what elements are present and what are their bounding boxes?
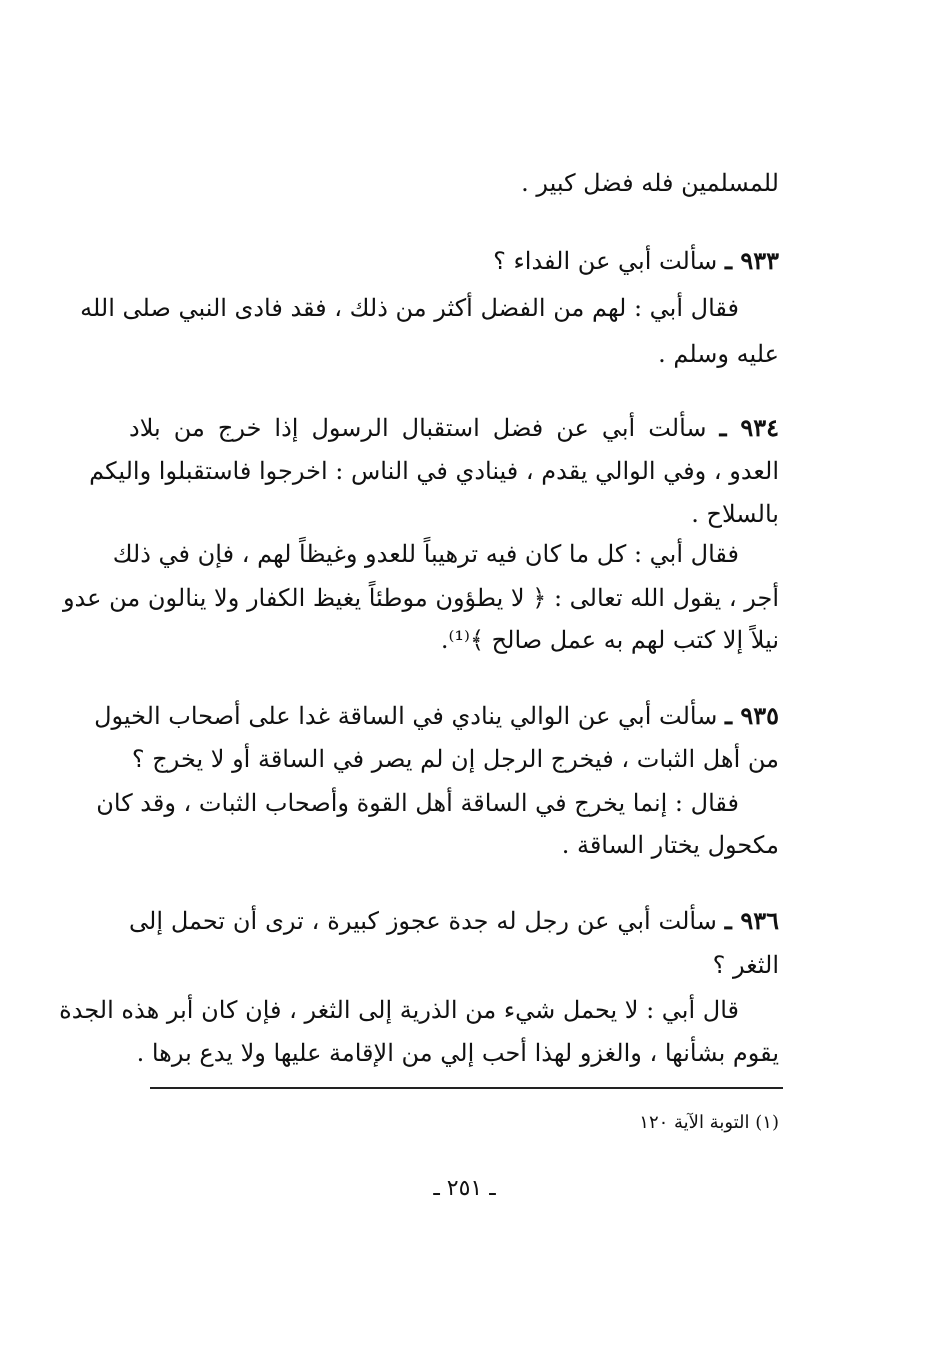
question-line: العدو ، وفي الوالي يقدم ، فينادي في الناس : اخرجوا فاستقبلوا واليكم: [89, 457, 779, 485]
answer-line: نيلاً إلا كتب لهم به عمل صالح ﴾⁽¹⁾.: [440, 626, 779, 654]
answer-line: أجر ، يقول الله تعالى : ﴿ لا يطؤون موطئاً يغيظ الكفار ولا ينالون من عدو: [62, 584, 779, 612]
item-number: ٩٣٥ ـ: [724, 701, 779, 730]
footnote: (١) التوبة الآية ١٢٠: [639, 1112, 779, 1133]
text-line: للمسلمين فله فضل كبير .: [521, 169, 779, 197]
question-text: سألت أبي عن الفداء ؟: [493, 247, 718, 275]
question-line: الثغر ؟: [712, 951, 779, 979]
question-text: سألت أبي عن فضل استقبال الرسول إذا خرج من بلاد: [129, 414, 707, 442]
page-number: ـ ٢٥١ ـ: [433, 1176, 496, 1201]
answer-line: عليه وسلم .: [658, 340, 779, 368]
answer-line: مكحول يختار الساقة .: [561, 831, 779, 859]
question-text: سألت أبي عن رجل له جدة عجوز كبيرة ، ترى أن تحمل إلى: [129, 907, 717, 935]
item-number: ٩٣٣ ـ: [724, 246, 779, 275]
question-text: سألت أبي عن الوالي ينادي في الساقة غدا على أصحاب الخيول: [94, 702, 718, 730]
answer-line: فقال أبي : لهم من الفضل أكثر من ذلك ، فقد فادى النبي صلى الله: [80, 294, 739, 322]
footnote-separator: [150, 1087, 783, 1089]
item-number: ٩٣٦ ـ: [724, 906, 780, 935]
answer-line: يقوم بشأنها ، والغزو لهذا أحب إلي من الإقامة عليها ولا يدع برها .: [136, 1039, 779, 1067]
item-number: ٩٣٤ ـ: [719, 413, 779, 442]
question-line: بالسلاح .: [691, 500, 779, 528]
question-line: من أهل الثبات ، فيخرج الرجل إن لم يصر في الساقة أو لا يخرج ؟: [131, 745, 779, 773]
answer-line: قال أبي : لا يحمل شيء من الذرية إلى الثغر ، فإن كان أبر هذه الجدة: [59, 996, 739, 1024]
answer-line: فقال أبي : كل ما كان فيه ترهيباً للعدو وغيظاً لهم ، فإن في ذلك: [112, 540, 739, 568]
answer-line: فقال : إنما يخرج في الساقة أهل القوة وأصحاب الثبات ، وقد كان: [96, 789, 739, 817]
